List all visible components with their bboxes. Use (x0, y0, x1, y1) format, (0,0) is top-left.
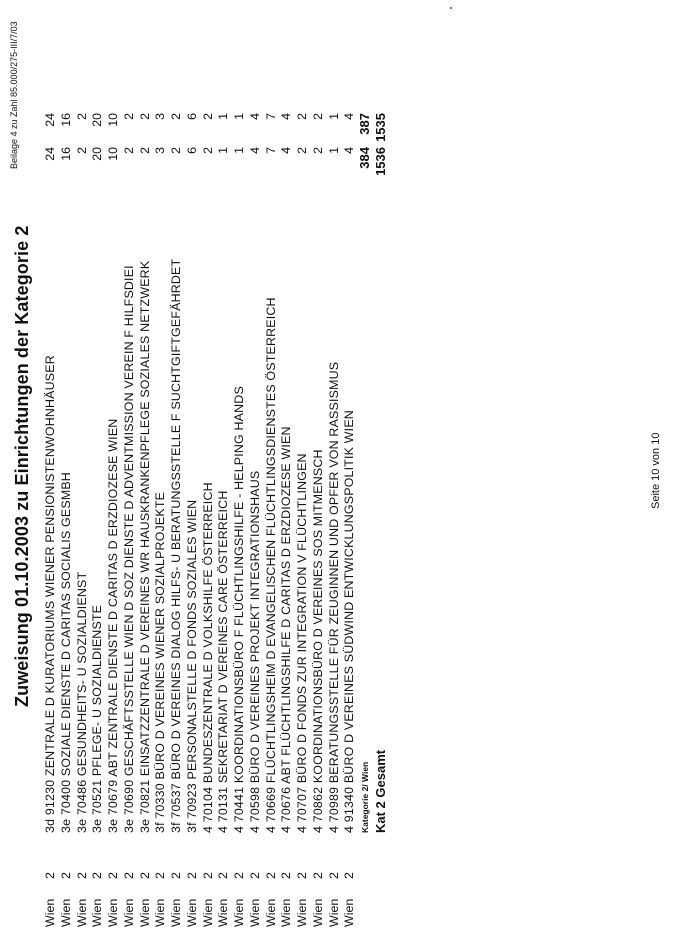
row-einrichtung: 3f 70330 BÜRO D VEREINES WIENER SOZIALPROJEKTE (153, 491, 168, 833)
row-einrichtung: 3e 70400 SOZIALE DIENSTE D CARITAS SOCIALIS GESMBH (58, 472, 73, 833)
row-einrichtung: 4 91340 BÜRO D VEREINES SÜDWIND ENTWICKLUNGSPOLITIK WIEN (342, 410, 357, 833)
kategorie-subtotal-n2: 387 (357, 113, 372, 135)
gesamt-total-n1: 1536 (373, 147, 388, 176)
row-count-2: 10 (106, 113, 120, 127)
row-city: Wien (295, 898, 309, 927)
row-count-2: 24 (43, 113, 57, 127)
row-count-1: 1 (216, 147, 231, 154)
row-count-1: 4 (247, 147, 262, 154)
row-city: Wien (200, 898, 215, 927)
row-einrichtung: 3e 70521 PFLEGE- U SOZIALDIENSTE (90, 604, 105, 833)
row-city: Wien (43, 898, 57, 927)
row-count-2: 2 (137, 113, 152, 120)
row-count-2: 2 (169, 113, 183, 120)
row-einrichtung: 4 70104 BUNDESZENTRALE D VOLKSHILFE ÖSTERREICH (200, 482, 215, 833)
row-count-2: 3 (153, 113, 168, 120)
row-city: Wien (247, 898, 262, 927)
row-kategorie: 2 (310, 872, 325, 879)
row-count-1: 2 (121, 147, 136, 154)
row-city: Wien (184, 898, 199, 927)
table-row (74, 107, 90, 937)
row-count-2: 7 (263, 113, 278, 120)
row-kategorie: 2 (137, 872, 152, 879)
row-kategorie: 2 (90, 872, 105, 879)
kategorie-subtotal-row (357, 107, 373, 937)
row-einrichtung: 4 70862 KOORDINATIONSBÜRO D VEREINES SOS MITMENSCH (310, 449, 325, 833)
row-city: Wien (232, 898, 246, 927)
row-city: Wien (58, 898, 73, 927)
row-count-1: 20 (90, 147, 105, 161)
table-row (89, 107, 105, 937)
row-city: Wien (263, 898, 278, 927)
row-kategorie: 2 (342, 872, 357, 879)
row-count-2: 2 (121, 113, 136, 120)
row-einrichtung: 3f 70537 BÜRO D VEREINES DIALOG HILFS- U BERATUNGSSTELLE F SUCHTGIFTGEFÄHRDET (169, 258, 183, 833)
row-count-1: 24 (43, 147, 57, 161)
row-kategorie: 2 (326, 872, 341, 879)
row-kategorie: 2 (74, 872, 89, 879)
row-city: Wien (216, 898, 231, 927)
row-count-2: 2 (310, 113, 325, 120)
row-city: Wien (310, 898, 325, 927)
row-einrichtung: 4 70131 SEKRETARIAT D VEREINES CARE ÖSTERREICH (216, 490, 231, 833)
row-kategorie: 2 (169, 872, 183, 879)
row-einrichtung: 3e 70690 GESCHÄFTSSTELLE WIEN D SOZ DIENSTE D ADVENTMISSION VEREIN F HILFSDIEI (121, 265, 136, 833)
row-einrichtung: 3e 70679 ABT ZENTRALE DIENSTE D CARITAS D ERZDIOZESE WIEN (106, 418, 120, 833)
table-row (278, 107, 294, 937)
row-count-1: 2 (169, 147, 183, 154)
row-count-1: 4 (342, 147, 357, 154)
row-count-2: 4 (279, 113, 294, 120)
row-count-1: 7 (263, 147, 278, 154)
row-einrichtung: 4 70989 BERATUNGSSTELLE FÜR ZEUGINNEN UND OPFER VON RASSISMUS (326, 361, 341, 833)
table-row (294, 107, 310, 937)
kategorie-subtotal-label: Kategorie 2/ Wien (360, 761, 370, 833)
table-row (341, 107, 357, 937)
row-city: Wien (342, 898, 357, 927)
row-count-2: 20 (90, 113, 105, 127)
row-city: Wien (169, 898, 183, 927)
row-count-2: 16 (58, 113, 73, 127)
row-city: Wien (106, 898, 120, 927)
row-city: Wien (326, 898, 341, 927)
row-count-1: 2 (74, 147, 89, 154)
table-row (247, 107, 263, 937)
row-count-2: 2 (74, 113, 89, 120)
row-einrichtung: 3e 70486 GESUNDHEITS- U SOZIALDIENST (74, 571, 89, 833)
table-row (184, 107, 200, 937)
gesamt-total-row (373, 107, 389, 937)
row-kategorie: 2 (121, 872, 136, 879)
row-count-1: 2 (200, 147, 215, 154)
kategorie-subtotal-n1: 384 (357, 147, 372, 169)
row-city: Wien (153, 898, 168, 927)
row-count-2: 2 (200, 113, 215, 120)
row-count-2: 4 (342, 113, 357, 120)
row-kategorie: 2 (58, 872, 73, 879)
row-city: Wien (90, 898, 105, 927)
row-kategorie: 2 (295, 872, 309, 879)
table-row (326, 107, 342, 937)
row-count-2: 1 (326, 113, 341, 120)
row-kategorie: 2 (200, 872, 215, 879)
table-row (137, 107, 153, 937)
row-count-2: 1 (216, 113, 231, 120)
row-kategorie: 2 (153, 872, 168, 879)
beilage-reference: Beilage 4 zu Zahl 85.000/275-III/7/03 (9, 21, 19, 169)
table-row (231, 107, 247, 937)
row-city: Wien (121, 898, 136, 927)
row-city: Wien (74, 898, 89, 927)
row-count-1: 1 (326, 147, 341, 154)
row-einrichtung: 3d 91230 ZENTRALE D KURATORIUMS WIENER PENSIONISTENWOHNHÄUSER (43, 355, 57, 833)
row-kategorie: 2 (247, 872, 262, 879)
row-kategorie: 2 (106, 872, 120, 879)
row-count-1: 4 (279, 147, 294, 154)
row-einrichtung: 4 70707 BÜRO D FONDS ZUR INTEGRATION V FLÜCHTLINGEN (295, 453, 309, 833)
gesamt-total-n2: 1535 (373, 113, 388, 142)
gesamt-total-label: Kat 2 Gesamt (373, 749, 388, 833)
row-count-2: 1 (232, 113, 246, 120)
row-count-1: 2 (310, 147, 325, 154)
table-row (58, 107, 74, 937)
row-kategorie: 2 (279, 872, 294, 879)
row-count-1: 10 (106, 147, 120, 161)
table-row (310, 107, 326, 937)
table-row (215, 107, 231, 937)
table-row (121, 107, 137, 937)
row-city: Wien (137, 898, 152, 927)
row-einrichtung: 4 70441 KOORDINATIONSBÜRO F FLÜCHTLINGSHILFE - HELPING HANDS (232, 386, 246, 833)
row-kategorie: 2 (184, 872, 199, 879)
row-count-1: 6 (184, 147, 199, 154)
row-einrichtung: 4 70598 BÜRO D VEREINES PROJEKT INTEGRATIONSHAUS (247, 470, 262, 833)
row-kategorie: 2 (232, 872, 246, 879)
page-number: Seite 10 von 10 (650, 432, 662, 509)
row-city: Wien (279, 898, 294, 927)
table-row (105, 107, 121, 937)
row-count-2: 2 (295, 113, 309, 120)
table-row (42, 107, 58, 937)
row-einrichtung: 4 70676 ABT FLÜCHTLINGSHILFE D CARITAS D ERZDIOZESE WIEN (279, 426, 294, 833)
document-title: Zuweisung 01.10.2003 zu Einrichtungen der Kategorie 2 (12, 225, 32, 707)
row-einrichtung: 4 70669 FLÜCHTLINGSHEIM D EVANGELISCHEN FLÜCHTLINGSDIENSTES ÖSTERREICH (263, 297, 278, 833)
row-count-1: 1 (232, 147, 246, 154)
row-kategorie: 2 (43, 872, 57, 879)
row-count-1: 3 (153, 147, 168, 154)
table-row (263, 107, 279, 937)
table-row (200, 107, 216, 937)
row-count-2: 4 (247, 113, 262, 120)
row-einrichtung: 3e 70821 EINSATZZENTRALE D VEREINES WR HAUSKRANKENPFLEGE SOZIALES NETZWERK (137, 260, 152, 833)
row-count-1: 2 (295, 147, 309, 154)
table-row (168, 107, 184, 937)
row-count-2: 6 (184, 113, 199, 120)
row-kategorie: 2 (216, 872, 231, 879)
table-row (152, 107, 168, 937)
row-count-1: 16 (58, 147, 73, 161)
row-kategorie: 2 (263, 872, 278, 879)
scan-speck (450, 7, 452, 9)
row-count-1: 2 (137, 147, 152, 154)
row-einrichtung: 3f 70923 PERSONALSTELLE D FONDS SOZIALES WIEN (184, 499, 199, 833)
